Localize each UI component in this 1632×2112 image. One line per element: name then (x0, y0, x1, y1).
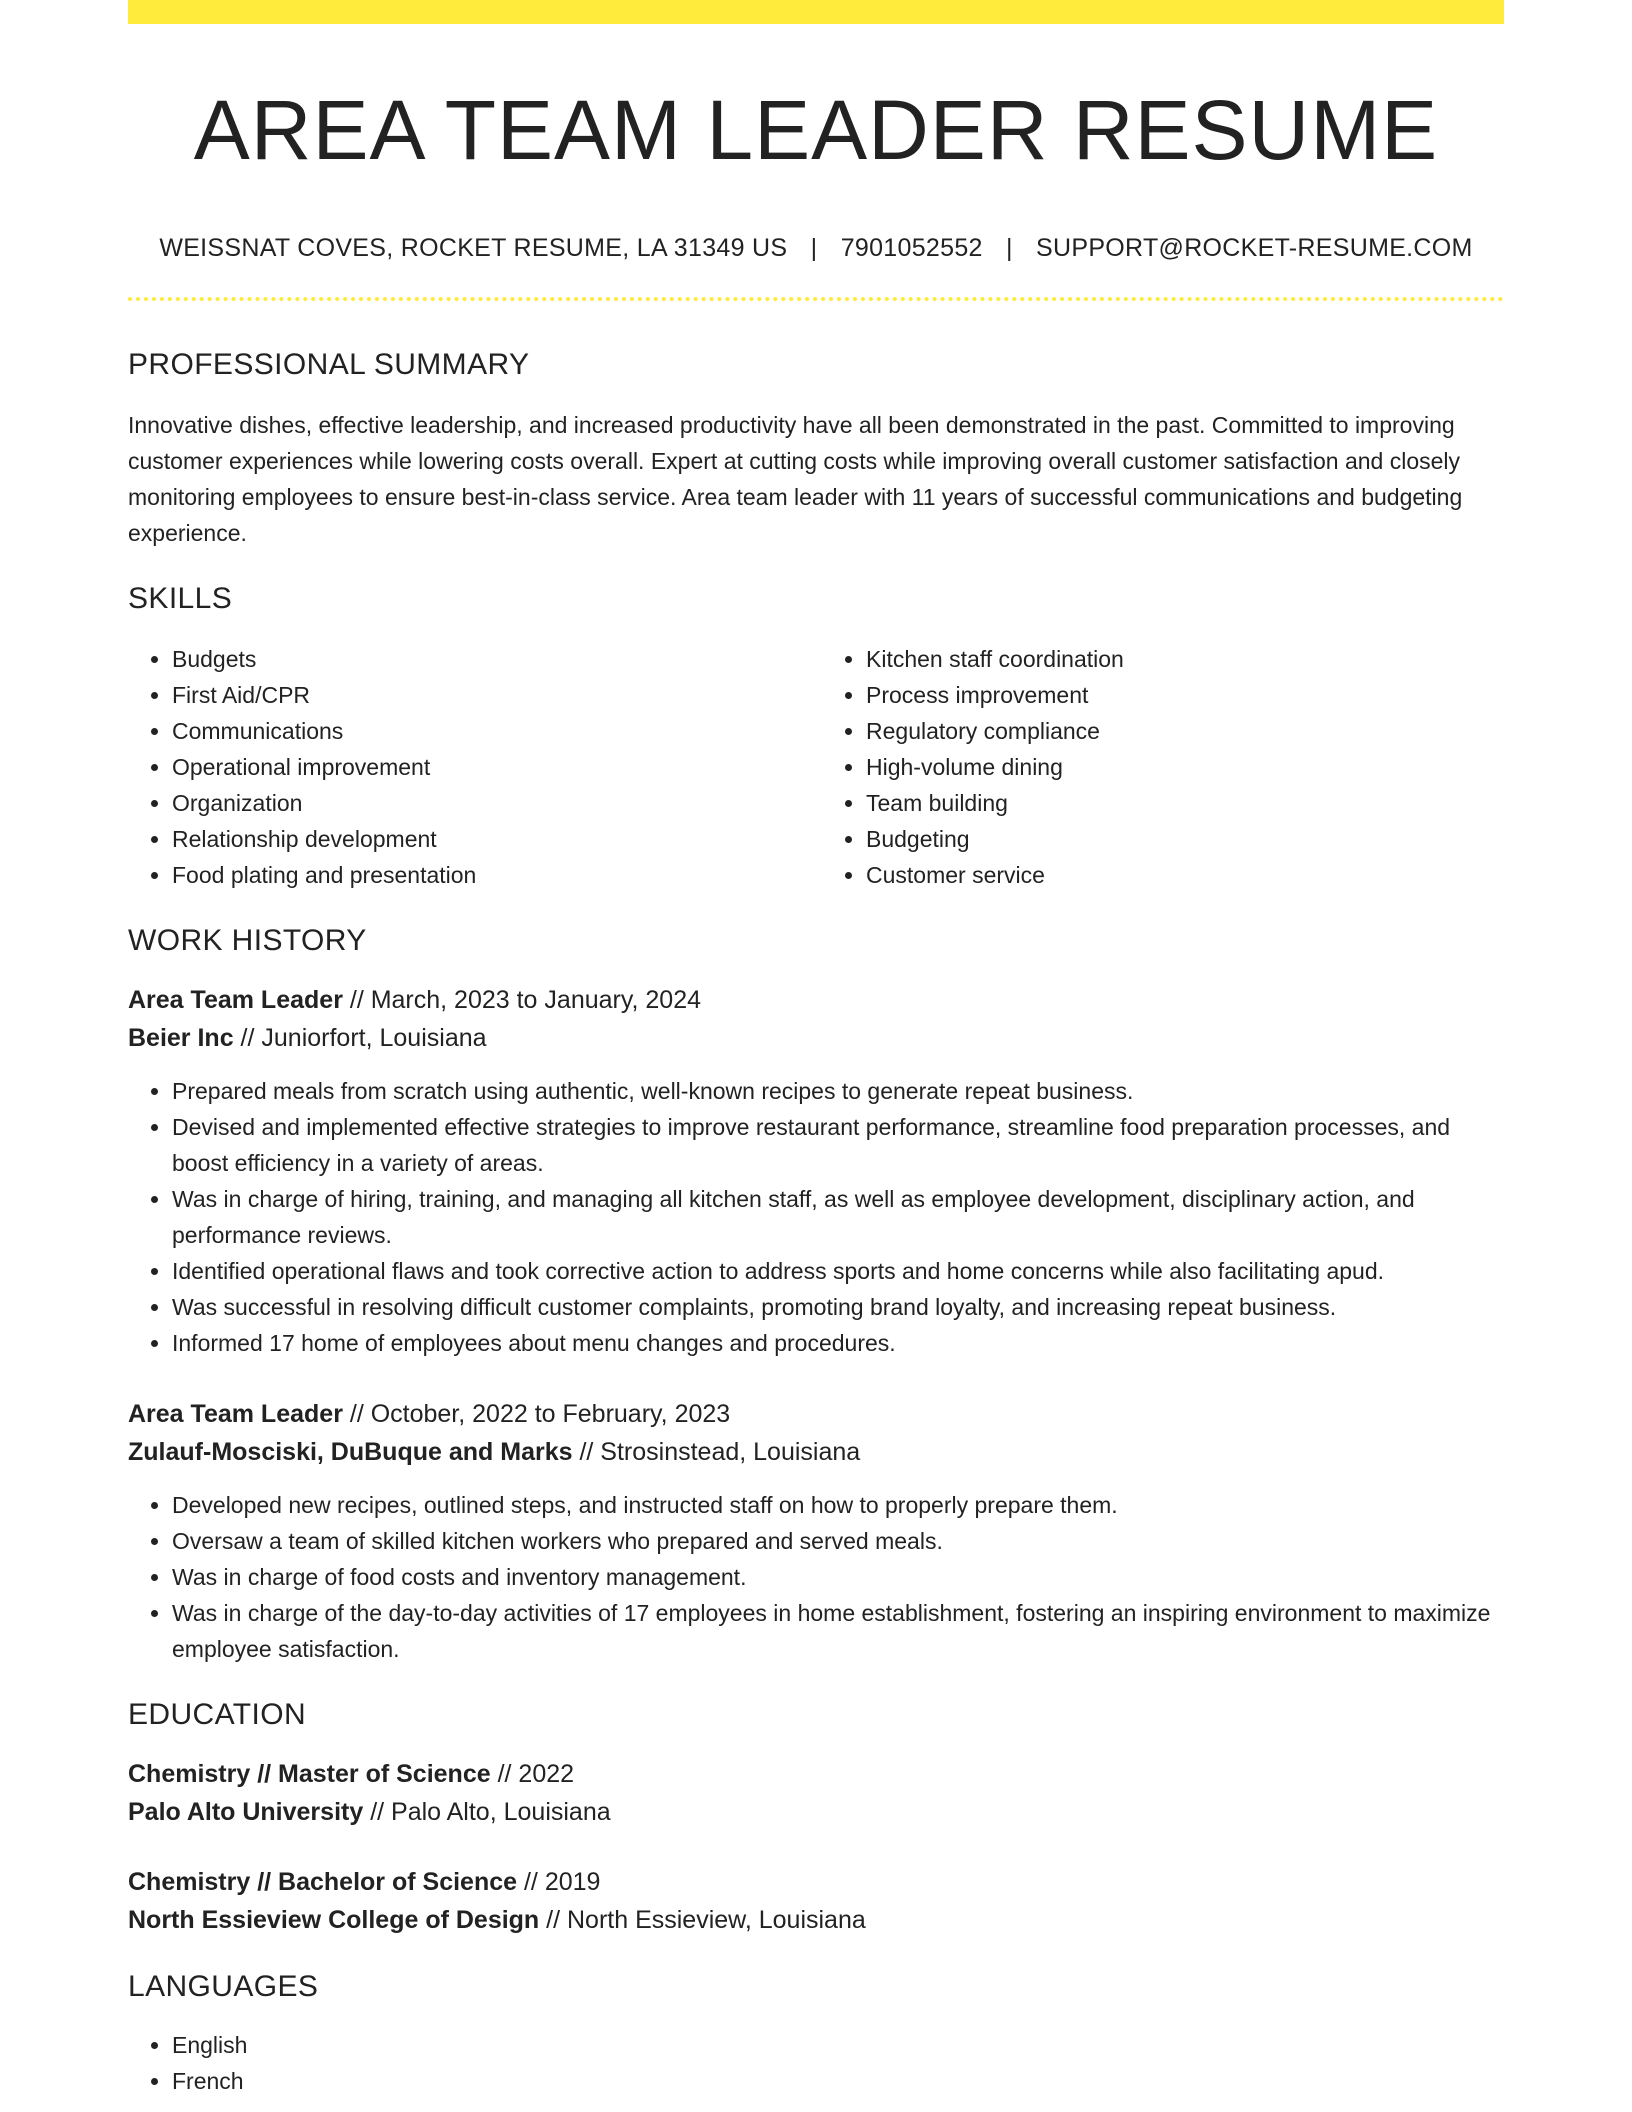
job-duty: • Oversaw a team of skilled kitchen workers who prepared and served meals. (172, 1523, 1504, 1559)
language-item: • French (172, 2063, 1504, 2099)
summary-text: Innovative dishes, effective leadership, and increased productivity have all been demonstrated in the past. Committed to improving customer experiences while lowering costs overall. Expert at cutting costs while improving overall customer satisfaction and closely monitoring employees to ensure best-in-class service. Area team leader with 11 years of successful communications and budgeting experience. (128, 412, 1463, 547)
degree-line (128, 1863, 1504, 1901)
skills-left-list (128, 641, 816, 893)
skill-item: • Kitchen staff coordination (866, 641, 1504, 677)
skills-columns (128, 641, 1504, 893)
job-location: // Strosinstead, Louisiana (572, 1438, 861, 1467)
job-title: Area Team Leader (128, 986, 343, 1015)
school-line (128, 1901, 1504, 1939)
work-history-section (128, 923, 1504, 1667)
section-heading: EDUCATION (128, 1698, 307, 1732)
summary-section (128, 347, 1504, 551)
school-line (128, 1793, 1504, 1831)
section-heading: PROFESSIONAL SUMMARY (128, 348, 530, 382)
skill-item: • Regulatory compliance (866, 713, 1504, 749)
school-location: // North Essieview, Louisiana (539, 1906, 866, 1935)
job-duty: • Informed 17 home of employees about menu changes and procedures. (172, 1325, 1504, 1361)
skill-item: • Team building (866, 785, 1504, 821)
languages-section (128, 1969, 1504, 2099)
skill-item: • Customer service (866, 857, 1504, 893)
job-company-line (128, 1019, 1504, 1057)
job-duty: • Was in charge of hiring, training, and managing all kitchen staff, as well as employee development, disciplinary action, and performance reviews. (172, 1181, 1504, 1253)
skill-item: • Communications (172, 713, 816, 749)
job-entry (128, 1395, 1504, 1667)
school: North Essieview College of Design (128, 1906, 540, 1935)
contact-line (128, 234, 1504, 263)
job-title-line (128, 1395, 1504, 1433)
school-location: // Palo Alto, Louisiana (363, 1798, 611, 1827)
section-heading: SKILLS (128, 582, 233, 616)
contact-separator: | (1005, 234, 1013, 263)
contact-phone[interactable]: 7901052552 (840, 234, 983, 263)
job-dates: // March, 2023 to January, 2024 (342, 986, 702, 1015)
job-company: Zulauf-Mosciski, DuBuque and Marks (128, 1438, 573, 1467)
job-duty: • Was successful in resolving difficult customer complaints, promoting brand loyalty, and increasing repeat business. (172, 1289, 1504, 1325)
degree: Chemistry // Master of Science (128, 1760, 491, 1789)
school: Palo Alto University (128, 1798, 364, 1827)
skill-item: • Budgeting (866, 821, 1504, 857)
job-duty: • Identified operational flaws and took corrective action to address sports and home concerns while also facilitating apud. (172, 1253, 1504, 1289)
education-entry (128, 1863, 1504, 1939)
job-dates: // October, 2022 to February, 2023 (342, 1400, 731, 1429)
job-duty: • Developed new recipes, outlined steps, and instructed staff on how to properly prepare them. (172, 1487, 1504, 1523)
contact-separator: | (810, 234, 818, 263)
languages-list (128, 2027, 1504, 2099)
education-section (128, 1697, 1504, 1939)
language-item: • English (172, 2027, 1504, 2063)
education-entry (128, 1755, 1504, 1831)
skill-item: • Organization (172, 785, 816, 821)
job-location: // Juniorfort, Louisiana (233, 1024, 487, 1053)
section-heading: WORK HISTORY (128, 924, 367, 958)
job-duty: • Was in charge of food costs and inventory management. (172, 1559, 1504, 1595)
degree-line (128, 1755, 1504, 1793)
skill-item: • Process improvement (866, 677, 1504, 713)
job-company-line (128, 1433, 1504, 1471)
skill-item: • Food plating and presentation (172, 857, 816, 893)
skills-right-list (816, 641, 1504, 893)
dotted-divider (128, 297, 1504, 301)
contact-address: WEISSNAT COVES, ROCKET RESUME, LA 31349 US (159, 234, 788, 263)
degree: Chemistry // Bachelor of Science (128, 1868, 518, 1897)
skills-section (128, 581, 1504, 893)
section-heading: LANGUAGES (128, 1970, 319, 2004)
resume-title: AREA TEAM LEADER RESUME (193, 83, 1439, 177)
job-duty: • Prepared meals from scratch using authentic, well-known recipes to generate repeat business. (172, 1073, 1504, 1109)
job-title-line (128, 981, 1504, 1019)
skill-item: • Relationship development (172, 821, 816, 857)
contact-email[interactable]: SUPPORT@ROCKET-RESUME.COM (1036, 234, 1473, 263)
job-entry (128, 981, 1504, 1361)
job-duty: • Devised and implemented effective strategies to improve restaurant performance, streamline food preparation processes, and boost efficiency in a variety of areas. (172, 1109, 1504, 1181)
resume-page (128, 0, 1504, 2099)
job-duties-list (128, 1487, 1504, 1667)
job-title: Area Team Leader (128, 1400, 343, 1429)
degree-year: // 2022 (490, 1760, 575, 1789)
job-duties-list (128, 1073, 1504, 1361)
skill-item: • First Aid/CPR (172, 677, 816, 713)
job-duty: • Was in charge of the day-to-day activities of 17 employees in home establishment, fostering an inspiring environment to maximize employee satisfaction. (172, 1595, 1504, 1667)
skill-item: • Budgets (172, 641, 816, 677)
top-accent-bar (128, 0, 1504, 24)
job-company: Beier Inc (128, 1024, 234, 1053)
degree-year: // 2019 (517, 1868, 601, 1897)
skill-item: • Operational improvement (172, 749, 816, 785)
skill-item: • High-volume dining (866, 749, 1504, 785)
